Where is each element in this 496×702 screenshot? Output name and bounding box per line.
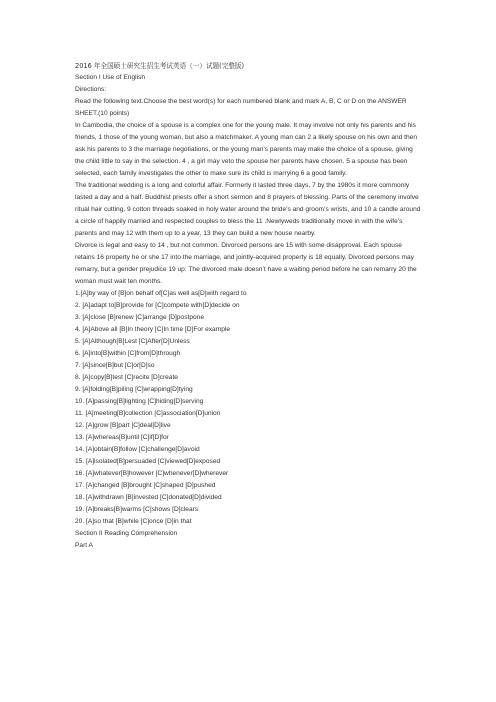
- section-heading-reading: Section II Reading Comprehension: [75, 530, 178, 537]
- option-item-9: 9. [A]folding[B]piling [C]wrapping[D]tying: [75, 386, 193, 393]
- option-item-1: 1.[A]by way of [B]on behalf of[C]as well as[D]with regard to: [75, 290, 247, 297]
- option-item-20: 20. [A]so that [B]while [C]once [D]in that: [75, 518, 192, 525]
- directions-text: Read the following text.Choose the best word(s) for each numbered blank and mark A, B, C or D on the ANSWER SHEET.(10 points): [75, 98, 407, 117]
- option-item-4: 4. [A]Above all [B]In theory [C]In time [D]For example: [75, 326, 231, 333]
- passage-paragraph-1: In Cambodia, the choice of a spouse is a complex one for the young male. It may involve not only his parents and his friends, 1 those of the young woman, but also a matchmaker. A young man can 2 a likely spouse on his own and then ask his parents to 3 the marriage negotiations, or the young man’s parents may make the choice of a spouse, giving the child little to say in the selection. 4 , a girl may veto the spouse her parents have chosen. 5 a spouse has been selected, each family investigates the other to make sure its child is marrying 6 a good family.: [75, 122, 417, 177]
- section-heading-use-of-english: Section I Use of English: [75, 74, 146, 81]
- option-item-11: 11. [A]meeting[B]collection [C]association[D]union: [75, 410, 221, 417]
- option-item-7: 7. [A]since[B]but [C]or[D]so: [75, 362, 155, 369]
- option-item-17: 17. [A]changed [B]brought [C]shaped [D]pushed: [75, 482, 216, 489]
- answer-options-list: [75, 288, 423, 528]
- option-item-13: 13. [A]whereas[B]until [C]if[D]for: [75, 434, 169, 441]
- option-item-8: 8. [A]copy[B]test [C]recite [D]create: [75, 374, 178, 381]
- document-page: [75, 60, 423, 552]
- option-item-6: 6. [A]into[B]within [C]from[D]through: [75, 350, 181, 357]
- option-item-14: 14. [A]obtain[B]follow [C]challenge[D]avoid: [75, 446, 200, 453]
- option-item-10: 10. [A]passing[B]lighting [C]hiding[D]serving: [75, 398, 204, 405]
- option-item-18: 18. [A]withdrawn [B]invested [C]donated[D]divided: [75, 494, 222, 501]
- passage-paragraph-2: The traditional wedding is a long and colorful affair. Formerly it lasted three days, 7 by the 1980s it more commonly lasted a day and a half. Buddhist priests offer a short sermon and 8 prayers of blessing. Parts of the ceremony involve ritual hair cutting, 9 cotton threads soaked in holy water around the bride’s and groom’s wrists, and 10 a candle around a circle of happily married and respected couples to bless the 11 .Newlyweds traditionally move in with the wife’s parents and may 12 with them up to a year, 13 they can build a new house nearby.: [75, 182, 421, 237]
- directions-label: Directions:: [75, 86, 107, 93]
- passage-paragraph-3: Divorce is legal and easy to 14 , but not common. Divorced persons are 15 with some disapproval. Each spouse retains 16 property he or she 17 into the marriage, and jointly-acquired property is 18 equally. Divorced persons may remarry, but a gender prejudice 19 up: The divorced male doesn’t have a waiting period before he can remarry 20 the woman must wait ten months.: [75, 242, 417, 285]
- option-item-15: 15. [A]isolated[B]persuaded [C]viewed[D]exposed: [75, 458, 221, 465]
- option-item-16: 16. [A]whatever[B]however [C]whenever[D]wherever: [75, 470, 229, 477]
- option-item-3: 3. [A]close [B]renew [C]arrange [D]postpone: [75, 314, 205, 321]
- document-title: 2016 年全国硕士研究生招生考试英语（一）试题(完整版): [75, 62, 245, 70]
- option-item-2: 2. [A]adapt to[B]provide for [C]compete with[D]decide on: [75, 302, 240, 309]
- option-item-5: 5. [A]Although[B]Lest [C]After[D]Unless: [75, 338, 190, 345]
- option-item-19: 19. [A]breaks[B]warms [C]shows [D]clears: [75, 506, 199, 513]
- part-a-heading: Part A: [75, 542, 93, 549]
- option-item-12: 12. [A]grow [B]part [C]deal[D]live: [75, 422, 171, 429]
